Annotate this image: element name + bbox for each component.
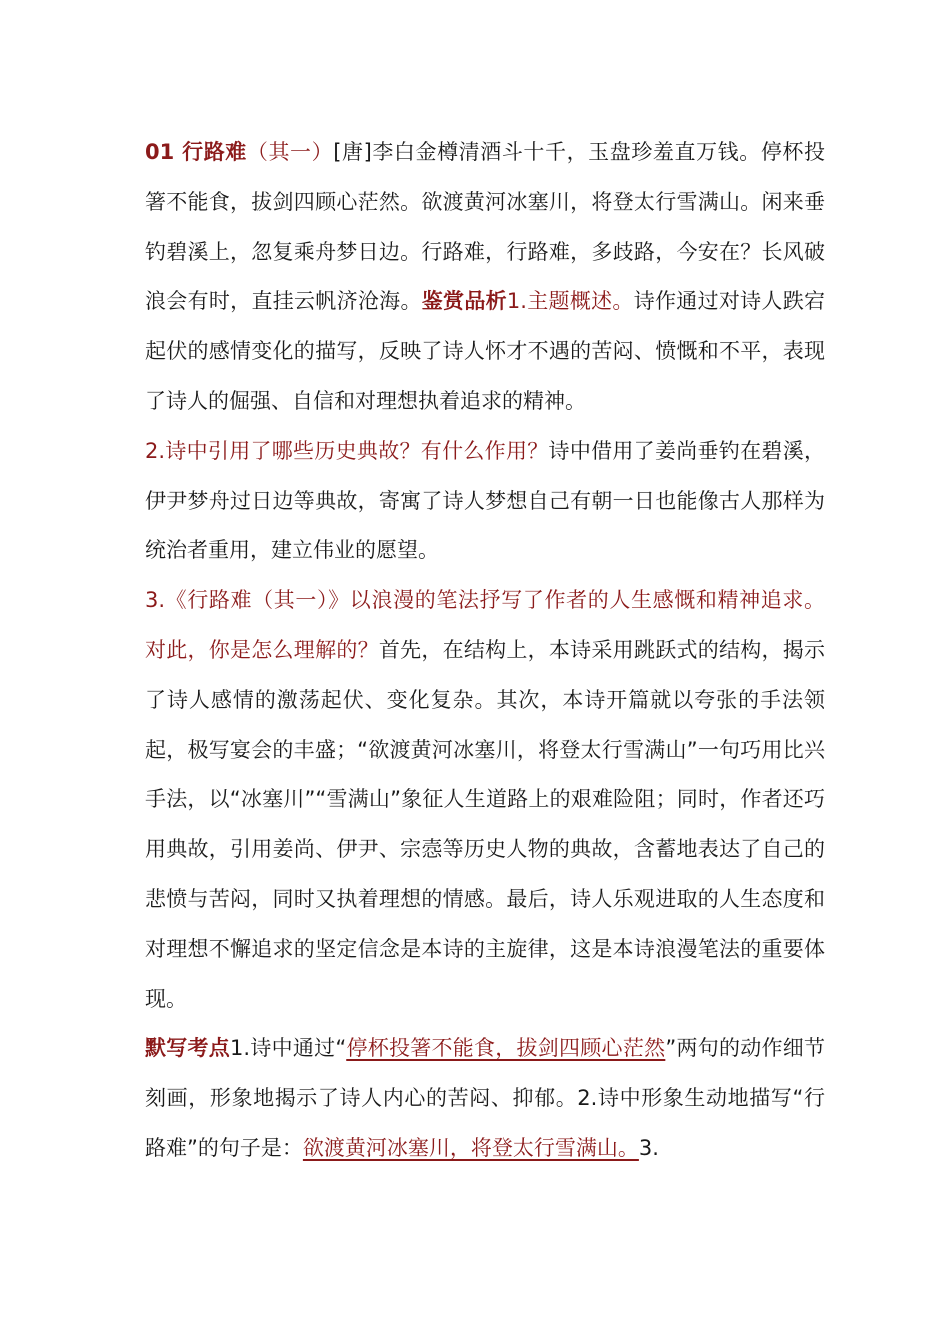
paragraph-question-2 <box>145 427 825 576</box>
answer-3: 首先，在结构上，本诗采用跳跃式的结构，揭示了诗人感情的激荡起伏、变化复杂。其次，本诗开篇就以夸张的手法领起，极写宴会的丰盛；“欲渡黄河冰塞川，将登太行雪满山”一句巧用比兴手法，以“冰塞川”“雪满山”象征人生道路上的艰难险阻；同时，作者还巧用典故，引用姜尚、伊尹、宗悫等历史人物的典故，含蓄地表达了自己的悲愤与苦闷，同时又执着理想的情感。最后，诗人乐观进取的人生态度和对理想不懈追求的坚定信念是本诗的主旋律，这是本诗浪漫笔法的重要体现。 <box>145 637 826 1011</box>
question-1: 1.主题概述。 <box>506 289 634 314</box>
section-heading-appreciation: 鉴赏品析 <box>421 289 507 314</box>
poem-subtitle: （其一） <box>246 140 334 164</box>
answer-1: 诗作通过对诗人跌宕起伏的感情变化的描写，反映了诗人怀才不遇的苦闷、愤慨和不平，表现了诗人的倔强、自信和对理想执着追求的精神。 <box>145 289 826 413</box>
document-body <box>145 128 825 1174</box>
question-3: 3.《行路难（其一）》以浪漫的笔法抒写了作者的人生感慨和精神追求。对此，你是怎么理解的？ <box>145 588 825 662</box>
section-heading-dictation: 默写考点 <box>145 1036 231 1061</box>
question-2: 2.诗中引用了哪些历史典故？有什么作用？ <box>145 438 549 463</box>
poem-number-title: 01 行路难 <box>145 140 247 164</box>
poem-text: [唐]李白金樽清酒斗十千，玉盘珍羞直万钱。停杯投箸不能食，拔剑四顾心茫然。欲渡黄河冰塞川，将登太行雪满山。闲来垂钓碧溪上，忽复乘舟梦日边。行路难，行路难，多歧路，今安在？长风破浪会有时，直挂云帆济沧海。 <box>145 140 826 314</box>
answer-2: 诗中借用了姜尚垂钓在碧溪，伊尹梦舟过日边等典故，寄寓了诗人梦想自己有朝一日也能像古人那样为统治者重用，建立伟业的愿望。 <box>145 438 825 563</box>
dictation-text-3: 3. <box>638 1135 659 1160</box>
dictation-answer-1: 停杯投箸不能食，拔剑四顾心茫然 <box>346 1036 666 1061</box>
paragraph-dictation <box>145 1024 825 1173</box>
dictation-text-2: ”两句的动作细节刻画，形象地揭示了诗人内心的苦闷、抑郁。2.诗中形象生动地描写“行路难”的句子是： <box>145 1036 825 1160</box>
paragraph-question-3 <box>145 576 825 1024</box>
dictation-answer-2: 欲渡黄河冰塞川，将登太行雪满山。 <box>302 1135 639 1160</box>
dictation-text-1: 1.诗中通过“ <box>230 1036 347 1061</box>
paragraph-poem <box>145 128 825 427</box>
